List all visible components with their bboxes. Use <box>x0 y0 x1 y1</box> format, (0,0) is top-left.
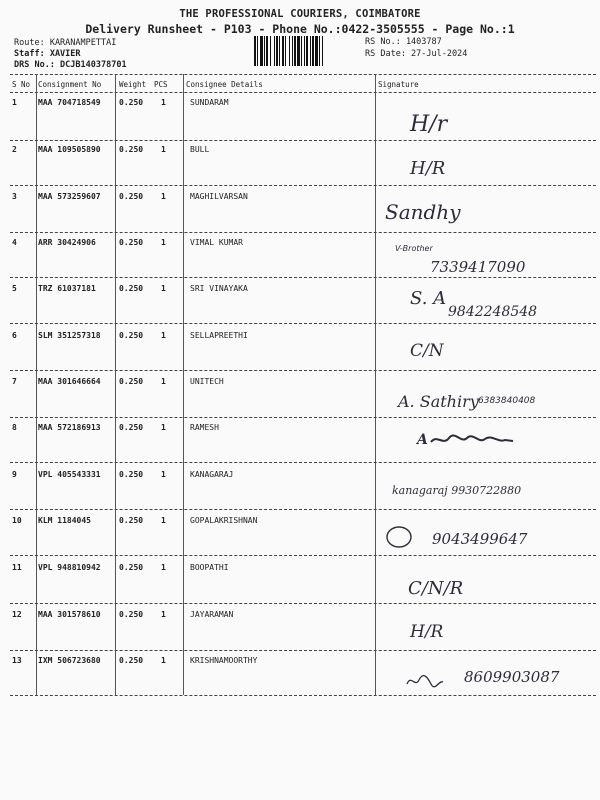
row-sno: 11 <box>12 563 22 572</box>
row-sno: 4 <box>12 238 17 247</box>
row-signature-number: 6383840408 <box>478 396 536 406</box>
row-pcs: 1 <box>161 98 166 107</box>
row-weight: 0.250 <box>119 238 144 247</box>
drs-number: DRS No.: DCJB140378701 <box>14 60 127 70</box>
row-pcs: 1 <box>161 563 166 572</box>
row-pcs: 1 <box>161 610 166 619</box>
row-weight: 0.250 <box>119 192 144 201</box>
row-signature: kanagaraj 9930722880 <box>392 484 522 497</box>
row-signature: 8609903087 <box>464 668 560 686</box>
row-signature: 9043499647 <box>432 530 528 548</box>
row-signature: H/R <box>410 158 446 179</box>
rs-number: RS No.: 1403787 <box>365 37 442 47</box>
column-header-details: Consignee Details <box>186 80 263 89</box>
column-header-consignment: Consignment No <box>38 80 102 89</box>
row-consignee: KANAGARAJ <box>190 470 234 479</box>
row-weight: 0.250 <box>119 656 144 665</box>
route-staff-block <box>14 38 127 71</box>
row-consignee: MAGHILVARSAN <box>190 192 248 201</box>
row-divider <box>10 232 596 233</box>
row-weight: 0.250 <box>119 516 144 525</box>
row-consignee: SUNDARAM <box>190 98 229 107</box>
row-signature-note: V-Brother <box>395 244 433 253</box>
row-consignee: RAMESH <box>190 423 219 432</box>
table-header-rule <box>10 92 596 93</box>
row-pcs: 1 <box>161 377 166 386</box>
column-header-pcs: PCS <box>154 80 168 89</box>
row-signature: Sandhy <box>385 200 461 224</box>
row-divider <box>10 509 596 510</box>
row-consignment: SLM 351257318 <box>38 331 101 340</box>
row-sno: 3 <box>12 192 17 201</box>
row-divider <box>10 140 596 141</box>
column-divider <box>375 74 376 695</box>
row-signature: H/R <box>410 622 444 642</box>
row-weight: 0.250 <box>119 331 144 340</box>
route-label: Route: KARANAMPETTAI <box>14 38 117 48</box>
row-divider <box>10 417 596 418</box>
row-signature: S. A <box>410 288 447 309</box>
row-weight: 0.250 <box>119 423 144 432</box>
row-signature: A. Sathiry <box>398 392 479 411</box>
column-divider <box>36 74 37 695</box>
row-sno: 10 <box>12 516 22 525</box>
row-consignment: MAA 573259607 <box>38 192 101 201</box>
row-signature: 7339417090 <box>430 258 526 276</box>
row-weight: 0.250 <box>119 284 144 293</box>
row-divider <box>10 462 596 463</box>
runsheet-title: Delivery Runsheet - P103 - Phone No.:0422-3505555 - Page No.:1 <box>85 22 515 36</box>
column-header-weight: Weight <box>119 80 147 89</box>
row-sno: 6 <box>12 331 17 340</box>
row-consignment: MAA 301646664 <box>38 377 101 386</box>
rs-info-block <box>365 36 467 60</box>
row-pcs: 1 <box>161 145 166 154</box>
row-consignment: VPL 405543331 <box>38 470 101 479</box>
table-bottom-rule <box>10 695 596 696</box>
row-consignee: GOPALAKRISHNAN <box>190 516 258 525</box>
row-signature: C/N <box>410 341 444 361</box>
row-consignee: BOOPATHI <box>190 563 229 572</box>
row-consignment: TRZ 61037181 <box>38 284 96 293</box>
row-consignee: JAYARAMAN <box>190 610 234 619</box>
row-pcs: 1 <box>161 656 166 665</box>
row-consignment: MAA 301578610 <box>38 610 101 619</box>
row-consignee: VIMAL KUMAR <box>190 238 243 247</box>
column-divider <box>115 74 116 695</box>
row-sno: 12 <box>12 610 22 619</box>
row-sno: 5 <box>12 284 17 293</box>
row-pcs: 1 <box>161 192 166 201</box>
row-divider <box>10 650 596 651</box>
row-signature: A <box>417 432 428 448</box>
row-consignee: UNITECH <box>190 377 224 386</box>
row-consignee: KRISHNAMOORTHY <box>190 656 258 665</box>
signature-scribble <box>429 432 519 448</box>
staff-label: Staff: XAVIER <box>14 49 81 59</box>
table-top-rule <box>10 74 596 75</box>
signature-circle-mark <box>385 524 415 550</box>
row-pcs: 1 <box>161 470 166 479</box>
row-weight: 0.250 <box>119 145 144 154</box>
row-pcs: 1 <box>161 238 166 247</box>
barcode-image <box>254 36 354 66</box>
column-divider <box>183 74 184 695</box>
row-signature: H/r <box>410 112 448 137</box>
row-consignment: MAA 572186913 <box>38 423 101 432</box>
company-title: THE PROFESSIONAL COURIERS, COIMBATORE <box>179 8 421 20</box>
row-sno: 9 <box>12 470 17 479</box>
row-pcs: 1 <box>161 516 166 525</box>
row-consignee: BULL <box>190 145 210 154</box>
row-pcs: 1 <box>161 331 166 340</box>
row-weight: 0.250 <box>119 563 144 572</box>
row-sno: 8 <box>12 423 17 432</box>
row-weight: 0.250 <box>119 610 144 619</box>
column-header-sno: S No <box>12 80 31 89</box>
row-divider <box>10 555 596 556</box>
column-header-signature: Signature <box>378 80 419 89</box>
row-consignment: MAA 109505890 <box>38 145 101 154</box>
row-consignment: VPL 948810942 <box>38 563 101 572</box>
row-divider <box>10 277 596 278</box>
row-sno: 13 <box>12 656 22 665</box>
row-consignment: KLM 1184045 <box>38 516 91 525</box>
row-divider <box>10 370 596 371</box>
row-weight: 0.250 <box>119 98 144 107</box>
row-sno: 2 <box>12 145 17 154</box>
row-signature-number: 9842248548 <box>448 304 538 320</box>
row-pcs: 1 <box>161 284 166 293</box>
row-consignment: IXM 506723680 <box>38 656 101 665</box>
row-weight: 0.250 <box>119 377 144 386</box>
row-consignee: SELLAPREETHI <box>190 331 248 340</box>
row-consignment: ARR 30424906 <box>38 238 96 247</box>
row-signature: C/N/R <box>408 578 464 599</box>
row-divider <box>10 603 596 604</box>
rs-date: RS Date: 27-Jul-2024 <box>365 49 468 59</box>
signature-scribble <box>405 672 445 690</box>
row-consignee: SRI VINAYAKA <box>190 284 248 293</box>
row-pcs: 1 <box>161 423 166 432</box>
row-divider <box>10 185 596 186</box>
row-divider <box>10 323 596 324</box>
row-sno: 1 <box>12 98 17 107</box>
row-weight: 0.250 <box>119 470 144 479</box>
row-sno: 7 <box>12 377 17 386</box>
row-consignment: MAA 704718549 <box>38 98 101 107</box>
